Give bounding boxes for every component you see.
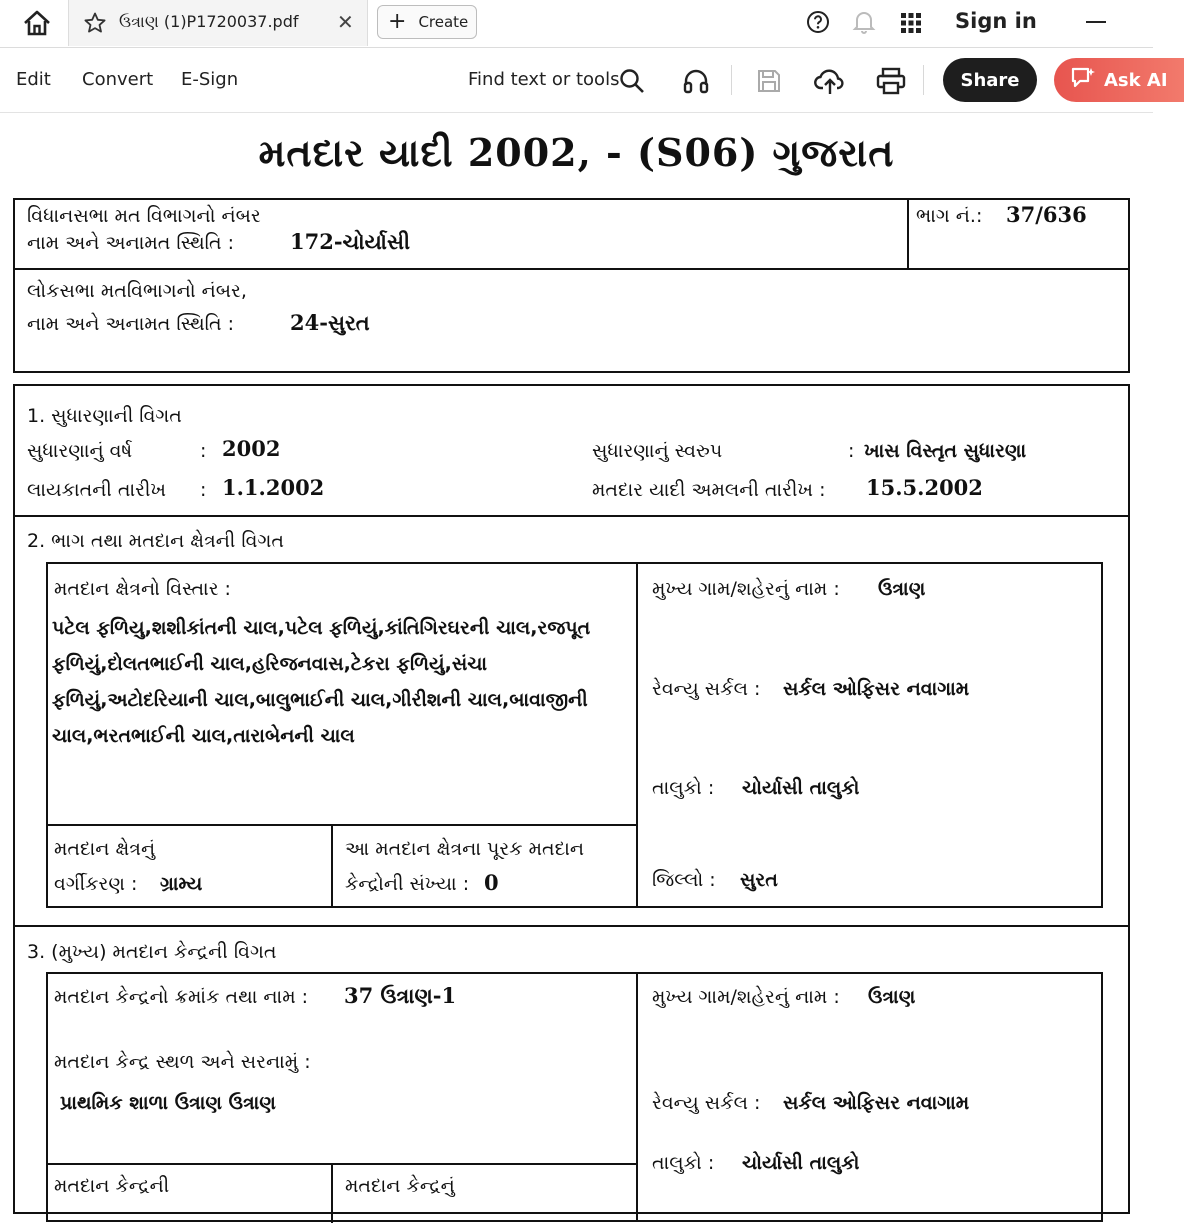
district-label: જિલ્લો : [652,869,716,891]
minimize-button[interactable] [1086,21,1106,23]
menu-convert[interactable]: Convert [82,69,154,90]
menu-esign[interactable]: E-Sign [181,69,239,90]
classification-label-2: વર્ગીકરણ : [54,873,138,895]
ai-assistant-icon [1070,65,1096,96]
center-taluka-value: ચોર્યાસી તાલુકો [742,1152,860,1174]
effective-date-value: 15.5.2002 [866,475,983,500]
apps-grid-icon[interactable] [900,12,922,38]
plus-icon: + [388,9,407,34]
revenue-circle-value: સર્કલ ઓફિસર નવાગામ [783,678,970,700]
print-icon[interactable] [876,67,906,99]
revision-year-value: 2002 [222,436,281,461]
center-taluka-label: તાલુકો : [652,1152,715,1174]
toolbar [0,48,1168,113]
center-revenue-value: સર્કલ ઓફિસર નવાગામ [783,1092,970,1114]
section1-heading: 1. સુધારણાની વિગત [27,405,182,427]
star-icon[interactable] [83,11,107,39]
find-text-button[interactable]: Find text or tools [468,69,620,90]
part-label: ભાગ નં.: [916,205,983,227]
center-bottom-mid-label: મતદાન કેન્દ્રનું [345,1175,455,1197]
section2-heading: 2. ભાગ તથા મતદાન ક્ષેત્રની વિગત [27,530,284,552]
center-bottom-left-label: મતદાન કેન્દ્રની [54,1175,170,1197]
area-value: પટેલ ફળિયુ,શશીકાંતની ચાલ,પટેલ ફળિયું,કાંતિગિરઘરની ચાલ,રજપૂત ફળિયું,દોલતભાઈની ચાલ,હરિજનવાસ,ટેકરા ફળિયું,સંચા ફળિયું,અટોદરિયાની ચાલ,બાલુભાઈની ચાલ,ગીરીશની ચાલ,બાવાજીની ચાલ,ભરતભાઈની ચાલ,તારાબેનની ચાલ [52,617,591,747]
revision-type-value: ખાસ વિસ્તૃત સુધારણા [864,440,1027,462]
headphones-icon[interactable] [682,68,710,98]
save-icon[interactable] [756,68,782,98]
bell-icon[interactable] [852,9,876,39]
part-value: 37/636 [1006,202,1087,227]
divider [46,1163,638,1165]
divider [331,1163,333,1223]
colon: : [200,479,207,501]
revision-year-label: સુધારણાનું વર્ષ [27,440,133,462]
loksabha-value: 24-સુરત [290,310,370,335]
center-village-value: ઉત્રાણ [868,986,916,1008]
center-address-value: પ્રાથમિક શાળા ઉત્રાણ ઉત્રાણ [60,1092,276,1114]
aux-centers-label-1: આ મતદાન ક્ષેત્રના પૂરક મતદાન [345,838,585,860]
revision-type-label: સુધારણાનું સ્વરુપ [592,440,723,462]
assembly-value: 172-ચોર્યાસી [290,229,410,254]
share-button[interactable]: Share [943,58,1037,102]
center-revenue-label: રેવન્યુ સર્કલ : [652,1092,761,1114]
center-number-value: 37 ઉત્રાણ-1 [344,983,457,1008]
classification-label-1: મતદાન ક્ષેત્રનું [54,838,156,860]
qualifying-date-value: 1.1.2002 [222,475,325,500]
divider [907,198,909,270]
cloud-upload-icon[interactable] [814,66,846,100]
sign-in-link[interactable]: Sign in [955,9,1037,33]
divider [636,562,638,908]
assembly-label-1: વિધાનસભા મત વિભાગનો નંબર [27,205,261,227]
loksabha-label-2: નામ અને અનામત સ્થિતિ : [27,313,235,335]
assembly-label-2: નામ અને અનામત સ્થિતિ : [27,232,235,254]
aux-centers-value: 0 [484,870,499,895]
colon: : [200,440,207,462]
classification-value: ગ્રામ્ય [160,873,203,895]
taluka-label: તાલુકો : [652,777,715,799]
help-icon[interactable] [806,10,830,38]
menu-edit[interactable]: Edit [16,69,51,90]
area-label: મતદાન ક્ષેત્રનો વિસ્તાર : [54,578,231,600]
divider [46,824,638,826]
revenue-circle-label: રેવન્યુ સર્કલ : [652,678,761,700]
loksabha-label-1: લોકસભા મતવિભાગનો નંબર, [27,280,247,302]
home-button[interactable] [18,8,56,38]
document-title: મતદાર યાદી 2002, - (S06) ગુજરાત [258,130,895,175]
taluka-value: ચોર્યાસી તાલુકો [742,777,860,799]
center-village-label: મુખ્ય ગામ/શહેરનું નામ : [652,986,840,1008]
ask-ai-label: Ask AI [1104,69,1168,91]
colon: : [848,440,855,462]
toolbar-separator [923,65,924,95]
divider [636,972,638,1222]
divider [331,824,333,908]
village-value: ઉત્રાણ [878,578,926,600]
center-number-label: મતદાન કેન્દ્રનો ક્રમાંક તથા નામ : [54,986,309,1008]
district-value: સુરત [740,869,778,891]
divider [13,515,1130,517]
create-label: Create [418,13,469,31]
village-label: મુખ્ય ગામ/શહેરનું નામ : [652,578,840,600]
tab-title: ઉત્રાણ (1)P1720037.pdf [119,12,299,31]
tab-bar [0,0,1153,48]
toolbar-separator [731,65,732,95]
qualifying-date-label: લાયકાતની તારીખ [27,479,167,501]
center-address-label: મતદાન કેન્દ્ર સ્થળ અને સરનામું : [54,1051,311,1073]
divider [13,925,1130,927]
search-icon[interactable] [619,68,645,98]
create-button[interactable] [377,5,477,39]
close-icon[interactable]: ✕ [337,10,354,34]
effective-date-label: મતદાર યાદી અમલની તારીખ : [592,479,826,501]
ask-ai-button[interactable] [1054,58,1184,102]
aux-centers-label-2: કેન્દ્રોની સંખ્યા : [345,873,470,895]
home-icon [22,9,52,37]
document-tab[interactable] [68,0,368,46]
section3-heading: 3. (મુખ્ય) મતદાન કેન્દ્રની વિગત [27,941,277,963]
